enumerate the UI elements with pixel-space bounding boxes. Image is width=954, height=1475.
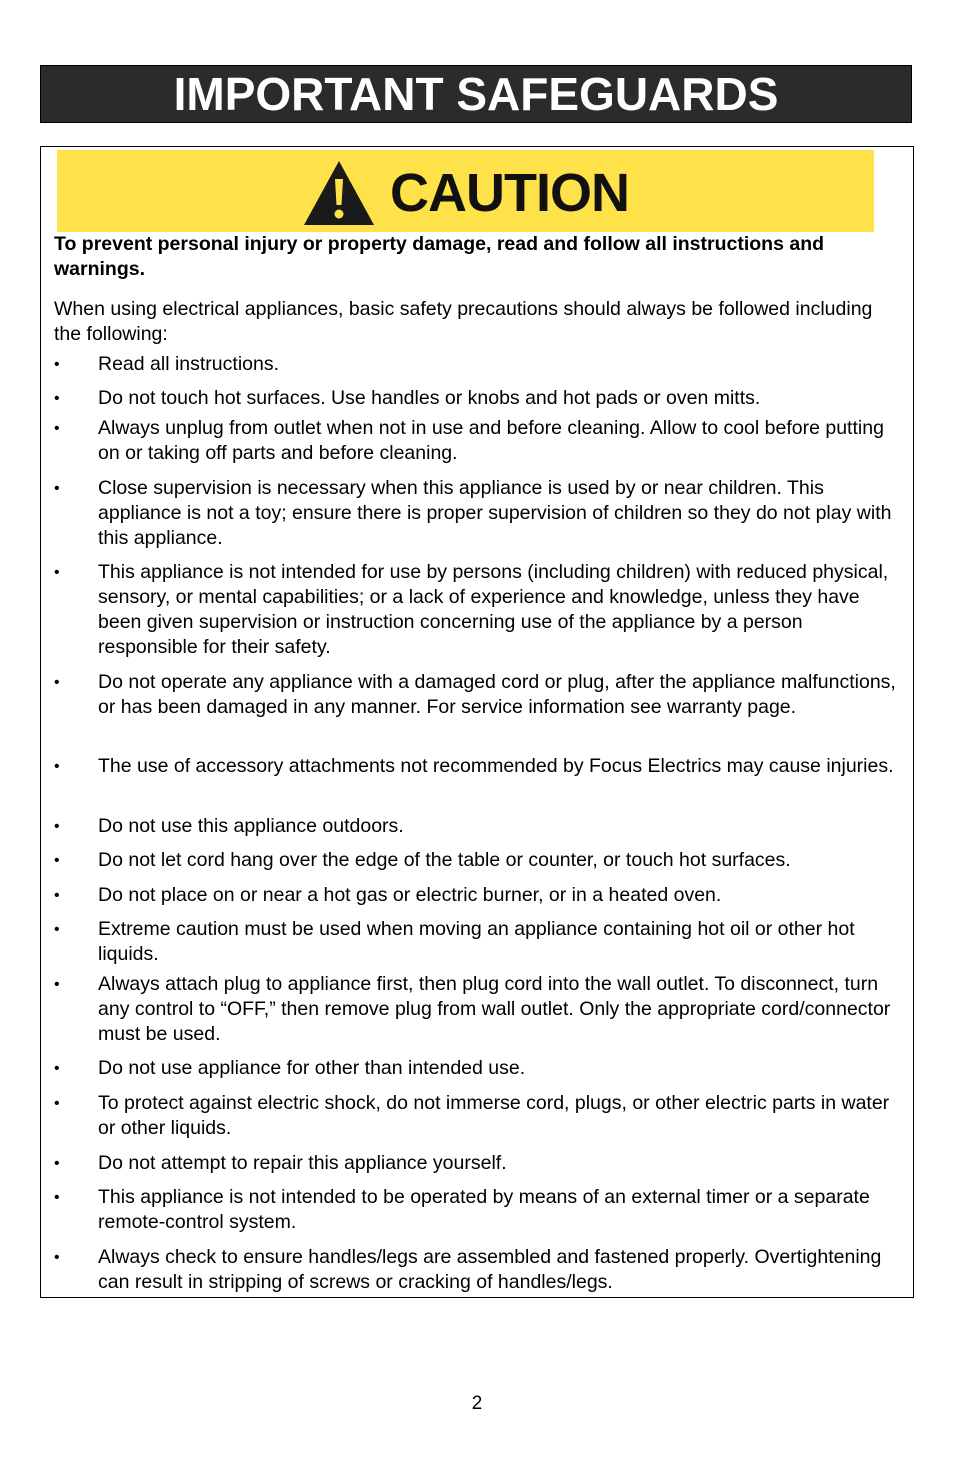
warning-triangle-icon	[302, 159, 376, 227]
safeguard-text: Always check to ensure handles/legs are assembled and fastened properly. Overtightening can result in stripping of screws or cracking of handles/legs.	[98, 1246, 882, 1293]
safeguard-text: Do not touch hot surfaces. Use handles or knobs and hot pads or oven mitts.	[98, 387, 761, 409]
safeguard-text: Extreme caution must be used when moving an appliance containing hot oil or other hot liquids.	[98, 918, 855, 965]
list-item	[54, 670, 904, 720]
safeguard-text: Do not attempt to repair this appliance yourself.	[98, 1152, 507, 1174]
list-item	[54, 917, 904, 967]
bullet-icon: •	[54, 852, 60, 869]
safeguard-text: To protect against electric shock, do not immerse cord, plugs, or other electric parts in water or other liquids.	[98, 1092, 890, 1139]
list-item	[54, 1245, 904, 1295]
bullet-icon: •	[54, 1155, 60, 1172]
safeguard-text: Do not let cord hang over the edge of the table or counter, or touch hot surfaces.	[98, 849, 791, 871]
list-item	[54, 416, 904, 466]
bullet-icon: •	[54, 1249, 60, 1266]
caution-label: CAUTION	[390, 163, 629, 223]
bullet-icon: •	[54, 674, 60, 691]
list-item	[54, 883, 904, 908]
bullet-icon: •	[54, 356, 60, 373]
bullet-icon: •	[54, 758, 60, 775]
list-item	[54, 1185, 904, 1235]
list-item	[54, 972, 904, 1047]
safeguards-panel	[40, 146, 914, 1298]
list-item	[54, 1151, 904, 1176]
safeguard-text: Close supervision is necessary when this appliance is used by or near children. This appliance is not a toy; ensure there is proper supervision of children so they do not play with this appliance.	[98, 477, 892, 549]
intro-warning: To prevent personal injury or property damage, read and follow all instructions and warnings.	[54, 233, 825, 280]
safeguard-text: Do not use this appliance outdoors.	[98, 815, 404, 837]
safeguard-text: Always attach plug to appliance first, then plug cord into the wall outlet. To disconnect, turn any control to “OFF,” then remove plug from wall outlet. Only the appropriate cord/connector must be used.	[98, 973, 891, 1045]
bullet-icon: •	[54, 564, 60, 581]
page-number: 2	[471, 1393, 483, 1414]
title-banner	[40, 65, 912, 123]
safeguard-text: Do not place on or near a hot gas or electric burner, or in a heated oven.	[98, 884, 722, 906]
bullet-icon: •	[54, 921, 60, 938]
safeguard-text: Always unplug from outlet when not in use and before cleaning. Allow to cool before putting on or taking off parts and before cleaning.	[98, 417, 884, 464]
list-item	[54, 814, 904, 839]
bullet-icon: •	[54, 976, 60, 993]
bullet-icon: •	[54, 1060, 60, 1077]
safeguard-text: The use of accessory attachments not recommended by Focus Electrics may cause injuries.	[98, 755, 894, 777]
safeguard-text: Do not operate any appliance with a damaged cord or plug, after the appliance malfunctions, or has been damaged in any manner. For service information see warranty page.	[98, 671, 896, 718]
list-item	[54, 476, 904, 551]
bullet-icon: •	[54, 1189, 60, 1206]
list-item	[54, 352, 904, 377]
safeguard-text: This appliance is not intended to be operated by means of an external timer or a separate remote-control system.	[98, 1186, 870, 1233]
safeguard-text: This appliance is not intended for use by persons (including children) with reduced physical, sensory, or mental capabilities; or a lack of experience and knowledge, unless they have been given supervision or instruction concerning use of the appliance by a person responsible for their safety.	[98, 561, 889, 658]
list-item	[54, 1056, 904, 1081]
bullet-icon: •	[54, 390, 60, 407]
list-item	[54, 1091, 904, 1141]
list-item	[54, 848, 904, 873]
list-item	[54, 754, 904, 779]
intro-text: When using electrical appliances, basic safety precautions should always be followed including the following:	[54, 298, 873, 345]
bullet-icon: •	[54, 420, 60, 437]
caution-banner	[57, 150, 874, 232]
list-item	[54, 560, 904, 660]
bullet-icon: •	[54, 818, 60, 835]
page-title: IMPORTANT SAFEGUARDS	[173, 68, 779, 120]
safeguard-text: Do not use appliance for other than intended use.	[98, 1057, 526, 1079]
bullet-icon: •	[54, 480, 60, 497]
safeguard-text: Read all instructions.	[98, 353, 280, 375]
bullet-icon: •	[54, 1095, 60, 1112]
list-item	[54, 386, 904, 411]
bullet-icon: •	[54, 887, 60, 904]
